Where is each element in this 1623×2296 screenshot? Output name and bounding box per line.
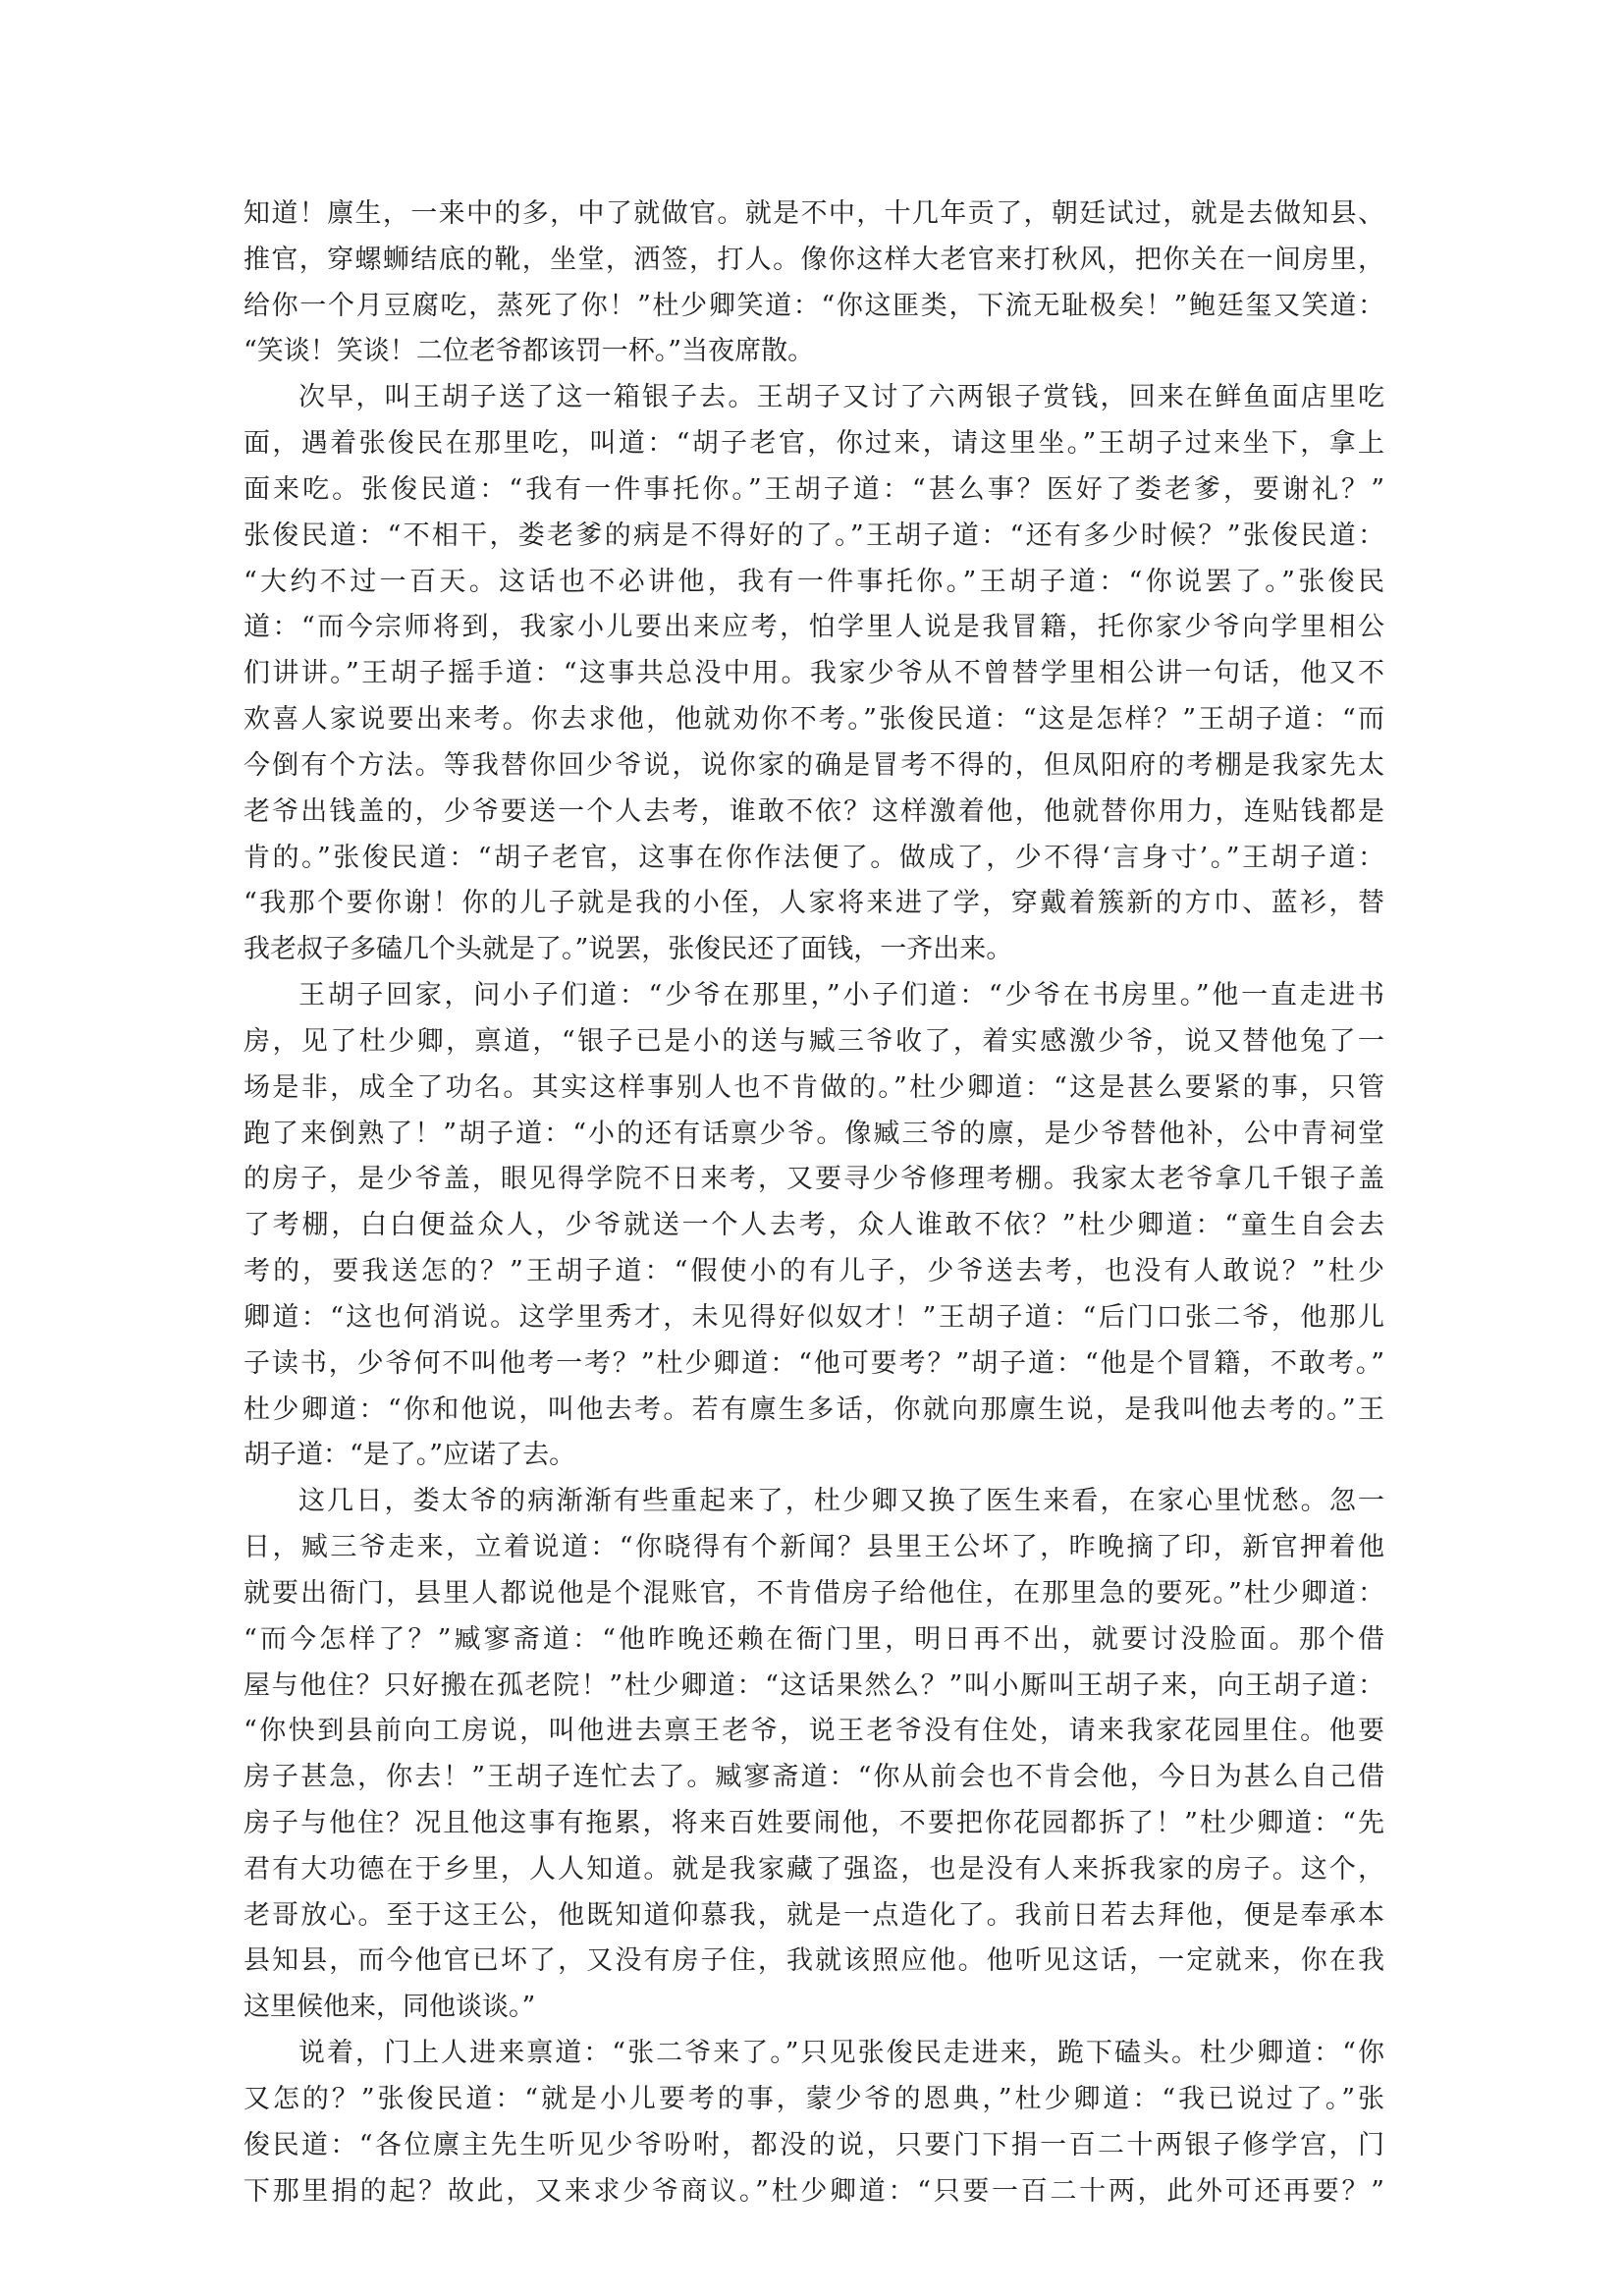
text-line: 又怎的？”张俊民道：“就是小儿要考的事，蒙少爷的恩典，”杜少卿道：“我已说过了。”张 xyxy=(243,2083,1384,2114)
paragraph xyxy=(243,375,1384,973)
text-line: 杜少卿道：“你和他说，叫他去考。若有廪生多话，你就向那廪生说，是我叫他去考的。”王 xyxy=(243,1394,1384,1425)
text-line: 屋与他住？只好搬在孤老院！”杜少卿道：“这话果然么？”叫小厮叫王胡子来，向王胡子道： xyxy=(243,1669,1384,1701)
text-line: 房，见了杜少卿，禀道，“银子已是小的送与臧三爷收了，着实感激少爷，说又替他兔了一 xyxy=(243,1025,1384,1057)
text-line: 了考棚，白白便益众人，少爷就送一个人去考，众人谁敢不依？”杜少卿道：“童生自会去 xyxy=(243,1210,1384,1241)
text-line: 房子与他住？况且他这事有拖累，将来百姓要闹他，不要把你花园都拆了！”杜少卿道：“先 xyxy=(243,1807,1384,1838)
text-line: 跑了来倒熟了！”胡子道：“小的还有话禀少爷。像臧三爷的廪，是少爷替他补，公中青祠堂 xyxy=(243,1118,1384,1149)
text-line: 面来吃。张俊民道：“我有一件事托你。”王胡子道：“甚么事？医好了娄老爹，要谢礼？” xyxy=(243,473,1384,505)
text-line: 就要出衙门，县里人都说他是个混账官，不肯借房子给他住，在那里急的要死。”杜少卿道： xyxy=(243,1577,1384,1609)
text-line: 给你一个月豆腐吃，蒸死了你！”杜少卿笑道：“你这匪类，下流无耻极矣！”鲍廷玺又笑道： xyxy=(243,290,1384,321)
text-line: 胡子道：“是了。”应诺了去。 xyxy=(243,1440,576,1471)
text-line: 次早，叫王胡子送了这一箱银子去。王胡子又讨了六两银子赏钱，回来在鲜鱼面店里吃 xyxy=(298,382,1384,413)
text-line: 面，遇着张俊民在那里吃，叫道：“胡子老官，你过来，请这里坐。”王胡子过来坐下，拿上 xyxy=(243,428,1384,460)
text-line: “大约不过一百天。这话也不必讲他，我有一件事托你。”王胡子道：“你说罢了。”张俊民 xyxy=(243,566,1384,597)
text-line: 这里候他来，同他谈谈。” xyxy=(243,1992,536,2023)
text-line: 欢喜人家说要出来考。你去求他，他就劝你不考。”张俊民道：“这是怎样？”王胡子道：“而 xyxy=(243,704,1384,736)
text-line: “我那个要你谢！你的儿子就是我的小侄，人家将来进了学，穿戴着簇新的方巾、蓝衫，替 xyxy=(243,888,1384,919)
text-line: 俊民道：“各位廪主先生听见少爷吩咐，都没的说，只要门下捐一百二十两银子修学宫，门 xyxy=(243,2129,1384,2160)
text-line: 场是非，成全了功名。其实这样事别人也不肯做的。”杜少卿道：“这是甚么要紧的事，只管 xyxy=(243,1071,1384,1103)
text-line: 君有大功德在于乡里，人人知道。就是我家藏了强盗，也是没有人来拆我家的房子。这个， xyxy=(243,1853,1384,1885)
text-line: 我老叔子多磕几个头就是了。”说罢，张俊民还了面钱，一齐出来。 xyxy=(243,934,1013,965)
paragraph xyxy=(243,191,1384,375)
paragraph xyxy=(243,973,1384,1479)
text-line: 道：“而今宗师将到，我家小儿要出来应考，怕学里人说是我冒籍，托你家少爷向学里相公 xyxy=(243,612,1384,643)
text-line: 房子甚急，你去！”王胡子连忙去了。臧寥斋道：“你从前会也不肯会他，今日为甚么自己借 xyxy=(243,1762,1384,1793)
text-line: 知道！廪生，一来中的多，中了就做官。就是不中，十几年贡了，朝廷试过，就是去做知县、 xyxy=(243,198,1384,229)
text-line: 们讲讲。”王胡子摇手道：“这事共总没中用。我家少爷从不曾替学里相公讲一句话，他又不 xyxy=(243,658,1384,689)
text-line: 老爷出钱盖的，少爷要送一个人去考，谁敢不依？这样激着他，他就替你用力，连贴钱都是 xyxy=(243,795,1384,827)
text-line: “你快到县前向工房说，叫他进去禀王老爷，说王老爷没有住处，请来我家花园里住。他要 xyxy=(243,1716,1384,1747)
text-line: 这几日，娄太爷的病渐渐有些重起来了，杜少卿又换了医生来看，在家心里忧愁。忽一 xyxy=(298,1486,1384,1517)
text-line: 考的，要我送怎的？”王胡子道：“假使小的有儿子，少爷送去考，也没有人敢说？”杜少 xyxy=(243,1256,1384,1287)
text-line: 张俊民道：“不相干，娄老爹的病是不得好的了。”王胡子道：“还有多少时候？”张俊民道： xyxy=(243,519,1384,551)
text-line: 肯的。”张俊民道：“胡子老官，这事在你作法便了。做成了，少不得‘言身寸’。”王胡子道： xyxy=(243,842,1384,873)
text-line: 的房子，是少爷盖，眼见得学院不日来考，又要寻少爷修理考棚。我家太老爷拿几千银子盖 xyxy=(243,1164,1384,1195)
text-line: 今倒有个方法。等我替你回少爷说，说你家的确是冒考不得的，但凤阳府的考棚是我家先太 xyxy=(243,749,1384,781)
paragraph xyxy=(243,2031,1384,2214)
text-line: 县知县，而今他官已坏了，又没有房子住，我就该照应他。他听见这话，一定就来，你在我 xyxy=(243,1945,1384,1977)
text-line: “而今怎样了？”臧寥斋道：“他昨晚还赖在衙门里，明日再不出，就要讨没脸面。那个借 xyxy=(243,1623,1384,1655)
text-line: “笑谈！笑谈！二位老爷都该罚一杯。”当夜席散。 xyxy=(243,336,815,367)
text-line: 推官，穿螺蛳结底的靴，坐堂，洒签，打人。像你这样大老官来打秋风，把你关在一间房里， xyxy=(243,244,1384,275)
paragraph xyxy=(243,1479,1384,2031)
text-line: 老哥放心。至于这王公，他既知道仰慕我，就是一点造化了。我前日若去拜他，便是奉承本 xyxy=(243,1899,1384,1931)
text-line: 卿道：“这也何消说。这学里秀才，未见得好似奴才！”王胡子道：“后门口张二爷，他那儿 xyxy=(243,1301,1384,1333)
text-line: 下那里捐的起？故此，又来求少爷商议。”杜少卿道：“只要一百二十两，此外可还再要？” xyxy=(243,2175,1384,2207)
text-line: 说着，门上人进来禀道：“张二爷来了。”只见张俊民走进来，跪下磕头。杜少卿道：“你 xyxy=(298,2038,1384,2069)
text-line: 子读书，少爷何不叫他考一考？”杜少卿道：“他可要考？”胡子道：“他是个冒籍，不敢考。” xyxy=(243,1347,1384,1379)
document-page xyxy=(243,191,1384,2214)
text-line: 王胡子回家，问小子们道：“少爷在那里，”小子们道：“少爷在书房里。”他一直走进书 xyxy=(298,980,1384,1011)
text-line: 日，臧三爷走来，立着说道：“你晓得有个新闻？县里王公坏了，昨晚摘了印，新官押着他 xyxy=(243,1532,1384,1563)
